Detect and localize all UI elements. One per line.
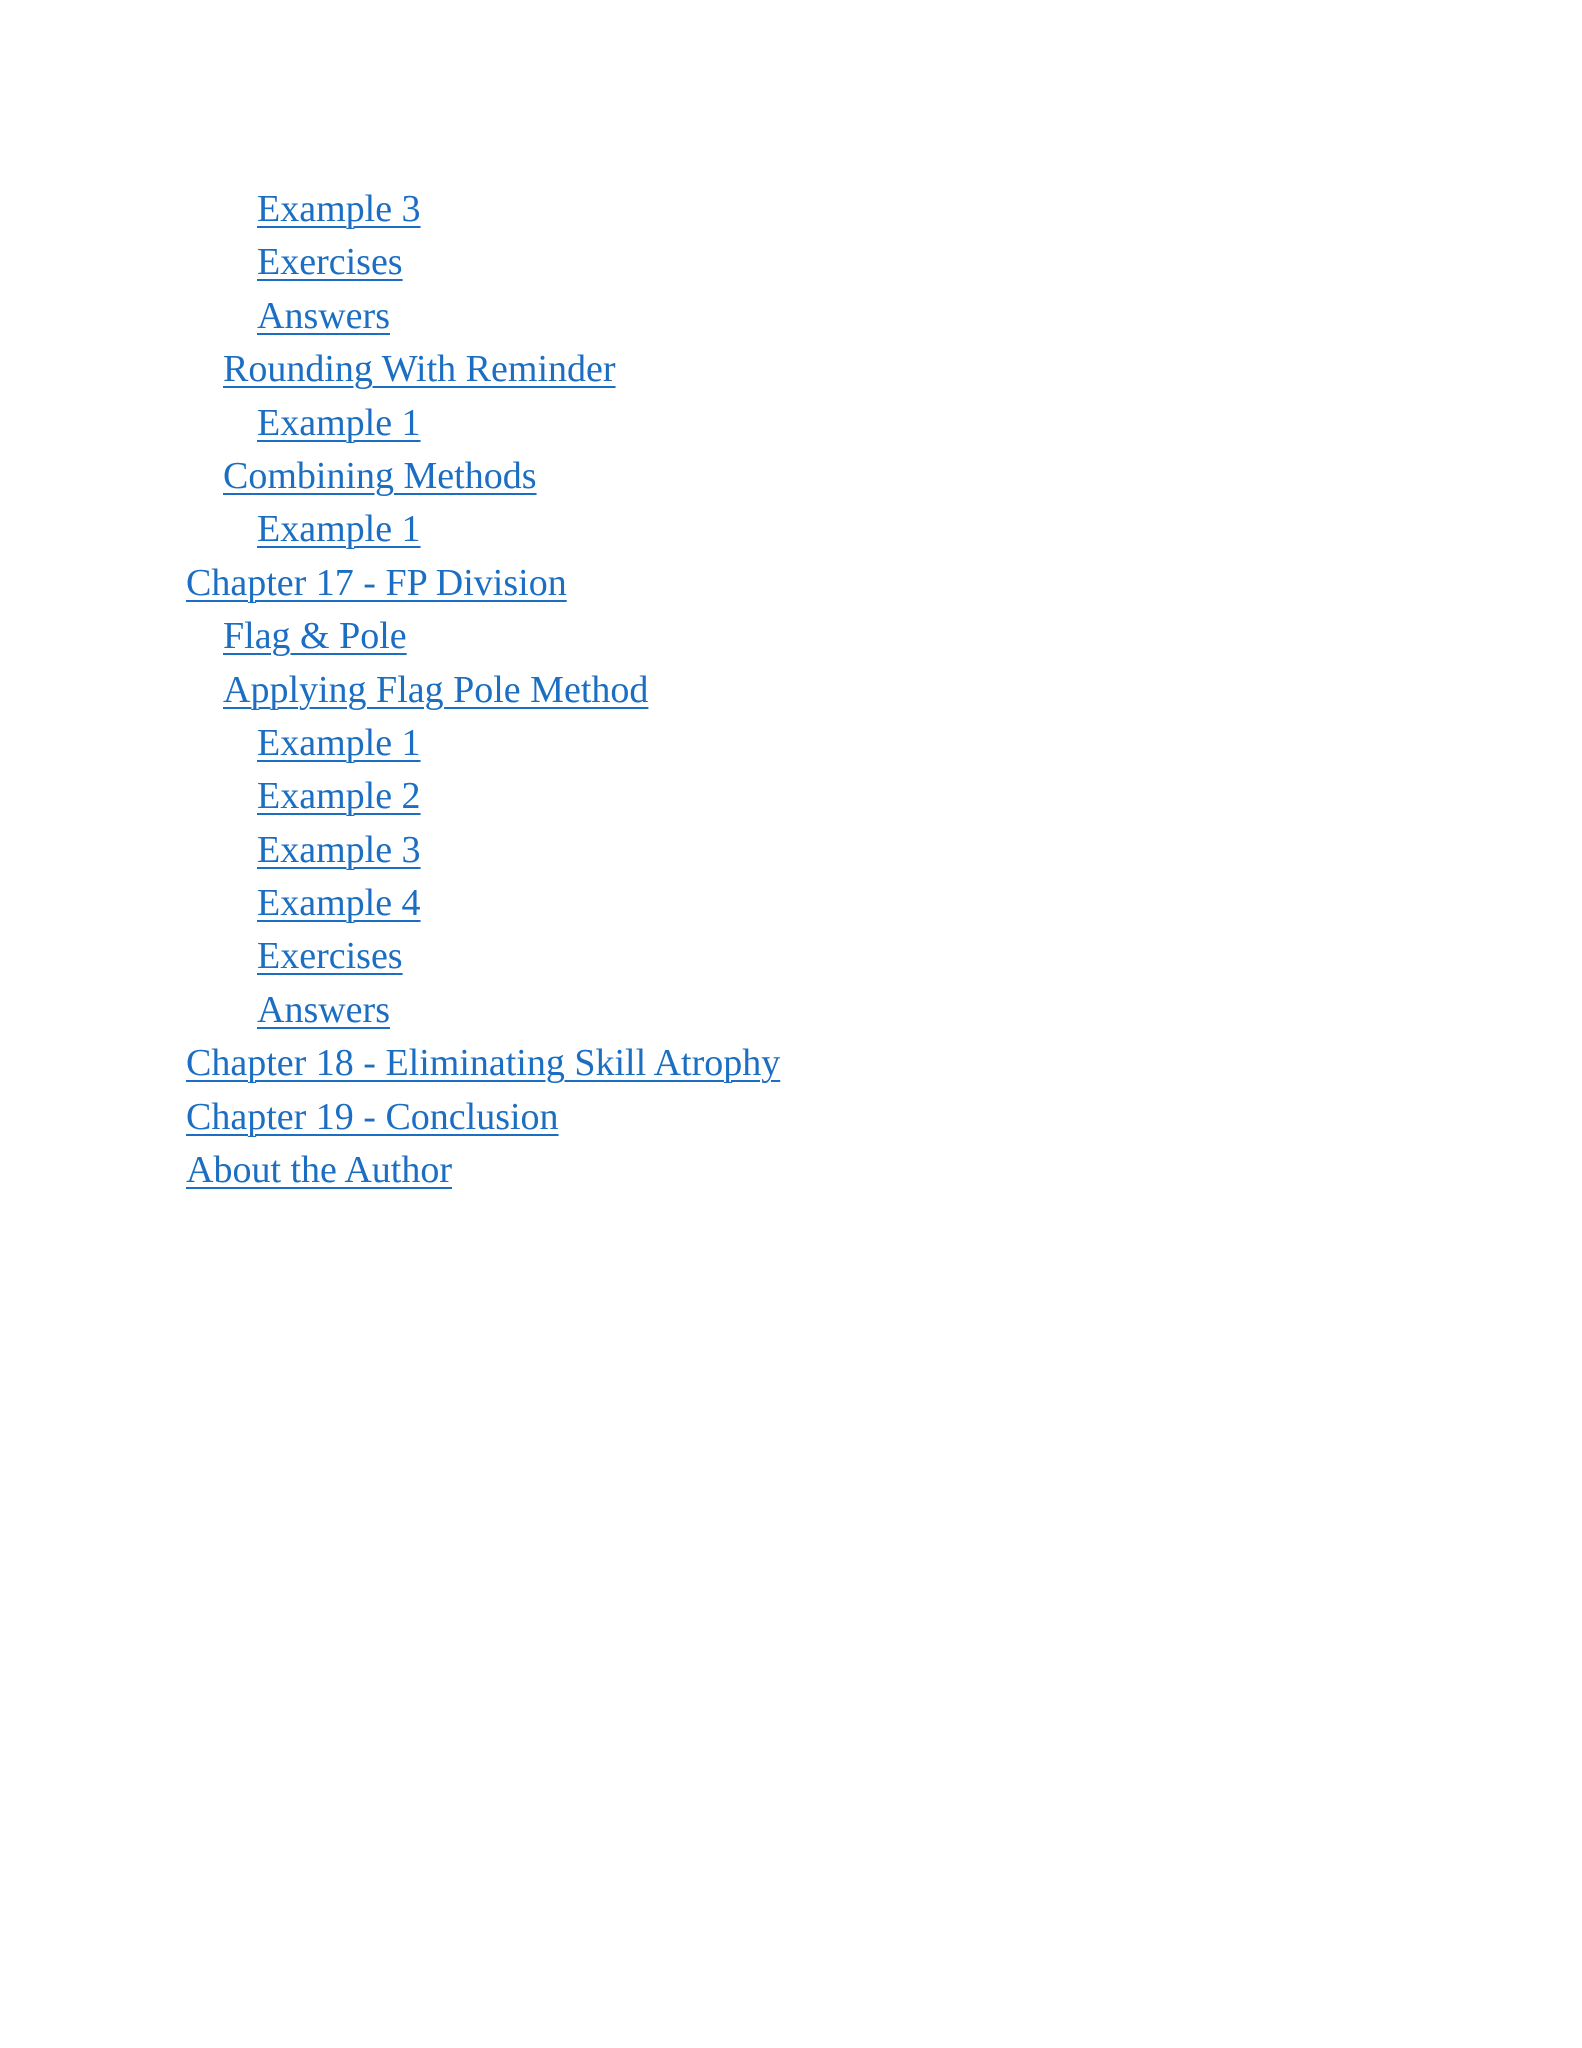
toc-link[interactable]: Rounding With Reminder bbox=[223, 348, 616, 391]
toc-link[interactable]: Answers bbox=[257, 294, 390, 337]
toc-entry-rounding-with-reminder bbox=[186, 343, 780, 396]
toc-entry-example-4 bbox=[186, 877, 780, 930]
toc-link[interactable]: Flag & Pole bbox=[223, 615, 407, 658]
toc-link[interactable]: Chapter 18 - Eliminating Skill Atrophy bbox=[186, 1042, 781, 1085]
toc-link[interactable]: Exercises bbox=[257, 241, 403, 284]
toc-entry-about-the-author bbox=[186, 1144, 780, 1197]
toc-entry-answers bbox=[186, 290, 780, 343]
toc-link[interactable]: Example 1 bbox=[257, 721, 421, 764]
toc-entry-chapter-17 bbox=[186, 557, 780, 610]
toc-link[interactable]: Exercises bbox=[257, 935, 403, 978]
toc-link[interactable]: Example 2 bbox=[257, 775, 421, 818]
toc-entry-combining-methods bbox=[186, 450, 780, 503]
toc-link[interactable]: Example 1 bbox=[257, 508, 421, 551]
toc-entry-applying-flag-pole-method bbox=[186, 664, 780, 717]
toc-link[interactable]: Chapter 19 - Conclusion bbox=[186, 1095, 559, 1138]
toc-entry-example-3 bbox=[186, 183, 780, 236]
toc-link[interactable]: Chapter 17 - FP Division bbox=[186, 561, 567, 604]
toc-entry-example-1 bbox=[186, 503, 780, 556]
toc-link[interactable]: Example 3 bbox=[257, 188, 421, 230]
toc-entry-example-1 bbox=[186, 397, 780, 450]
table-of-contents bbox=[186, 183, 780, 1197]
toc-link[interactable]: Example 1 bbox=[257, 401, 421, 444]
toc-link[interactable]: Answers bbox=[257, 988, 390, 1031]
toc-entry-example-1 bbox=[186, 717, 780, 770]
toc-link[interactable]: About the Author bbox=[186, 1149, 452, 1192]
toc-entry-answers bbox=[186, 984, 780, 1037]
toc-entry-flag-and-pole bbox=[186, 610, 780, 663]
toc-entry-exercises bbox=[186, 930, 780, 983]
toc-entry-example-2 bbox=[186, 770, 780, 823]
toc-link[interactable]: Applying Flag Pole Method bbox=[223, 668, 649, 711]
toc-entry-chapter-18 bbox=[186, 1037, 780, 1090]
toc-entry-example-3 bbox=[186, 824, 780, 877]
toc-link[interactable]: Combining Methods bbox=[223, 454, 537, 497]
toc-link[interactable]: Example 3 bbox=[257, 828, 421, 871]
toc-entry-chapter-19 bbox=[186, 1091, 780, 1144]
toc-link[interactable]: Example 4 bbox=[257, 882, 421, 925]
toc-entry-exercises bbox=[186, 236, 780, 289]
